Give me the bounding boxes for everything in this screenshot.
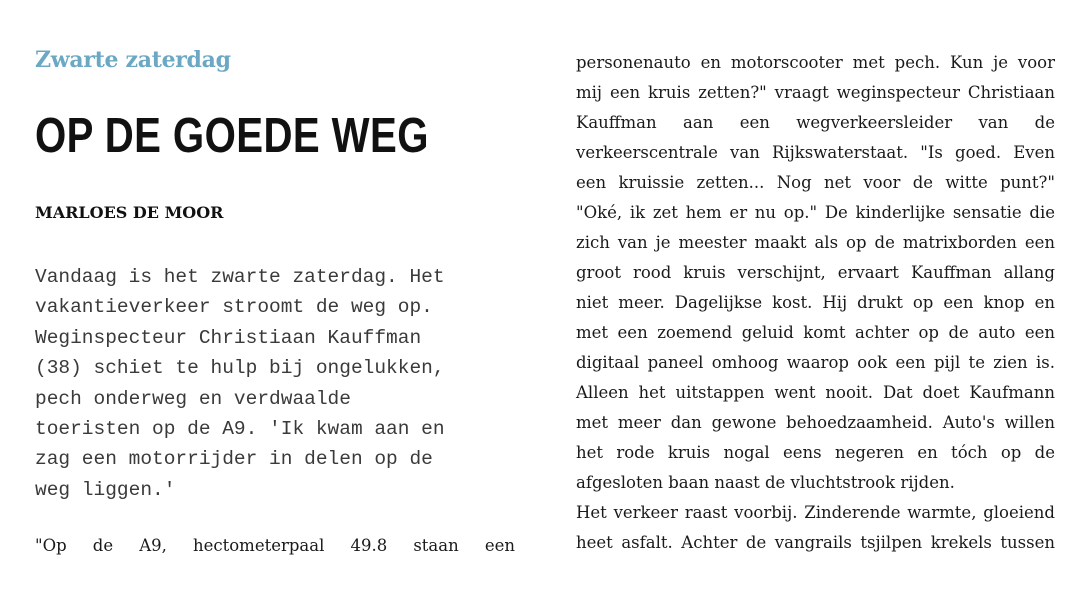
body-line: met een zoemend geluid komt achter op de auto een bbox=[576, 323, 1055, 342]
body-line: heet asfalt. Achter de vangrails tsjilpen krekels tussen bbox=[576, 533, 1055, 552]
body-line: een kruissie zetten... Nog net voor de witte punt?" bbox=[576, 173, 1055, 192]
body-line: het rode kruis nogal eens negeren en tóch op de bbox=[576, 443, 1055, 462]
section-kicker: Zwarte zaterdag bbox=[35, 47, 231, 73]
intro-line: Weginspecteur Christiaan Kauffman bbox=[35, 326, 422, 349]
body-line: digitaal paneel omhoog waarop ook een pijl te zien is. bbox=[576, 353, 1055, 372]
body-text-right bbox=[576, 48, 1055, 558]
body-line: Het verkeer raast voorbij. Zinderende warmte, gloeiend bbox=[576, 503, 1055, 522]
body-line: niet meer. Dagelijkse kost. Hij drukt op een knop en bbox=[576, 293, 1055, 312]
author-byline: MARLOES DE MOOR bbox=[35, 203, 224, 222]
body-text-left: "Op de A9, hectometerpaal 49.8 staan een bbox=[35, 536, 515, 555]
body-line: Alleen het uitstappen went nooit. Dat doet Kaufmann bbox=[576, 383, 1055, 402]
intro-line: (38) schiet te hulp bij ongelukken, bbox=[35, 357, 445, 380]
body-line: verkeerscentrale van Rijkswaterstaat. "Is goed. Even bbox=[576, 143, 1055, 162]
body-line: zich van je meester maakt als op de matrixborden een bbox=[576, 233, 1055, 252]
intro-line: weg liggen.' bbox=[35, 478, 176, 501]
body-line: personenauto en motorscooter met pech. Kun je voor bbox=[576, 53, 1055, 72]
intro-line: vakantieverkeer stroomt de weg op. bbox=[35, 296, 433, 319]
intro-line: Vandaag is het zwarte zaterdag. Het bbox=[35, 266, 445, 288]
body-line: groot rood kruis verschijnt, ervaart Kauffman allang bbox=[576, 263, 1055, 282]
body-line: "Oké, ik zet hem er nu op." De kinderlijke sensatie die bbox=[576, 203, 1055, 222]
body-line: Kauffman aan een wegverkeersleider van de bbox=[576, 113, 1055, 132]
body-line: met meer dan gewone behoedzaamheid. Auto's willen bbox=[576, 413, 1055, 432]
body-line: mij een kruis zetten?" vraagt weginspecteur Christiaan bbox=[576, 83, 1055, 102]
intro-line: toeristen op de A9. 'Ik kwam aan en bbox=[35, 418, 445, 441]
article-headline: OP DE GOEDE WEG bbox=[35, 109, 429, 163]
intro-line: zag een motorrijder in delen op de bbox=[35, 448, 433, 471]
article-intro bbox=[35, 262, 505, 505]
intro-line: pech onderweg en verdwaalde bbox=[35, 387, 351, 410]
body-line: afgesloten baan naast de vluchtstrook rijden. bbox=[576, 473, 955, 492]
